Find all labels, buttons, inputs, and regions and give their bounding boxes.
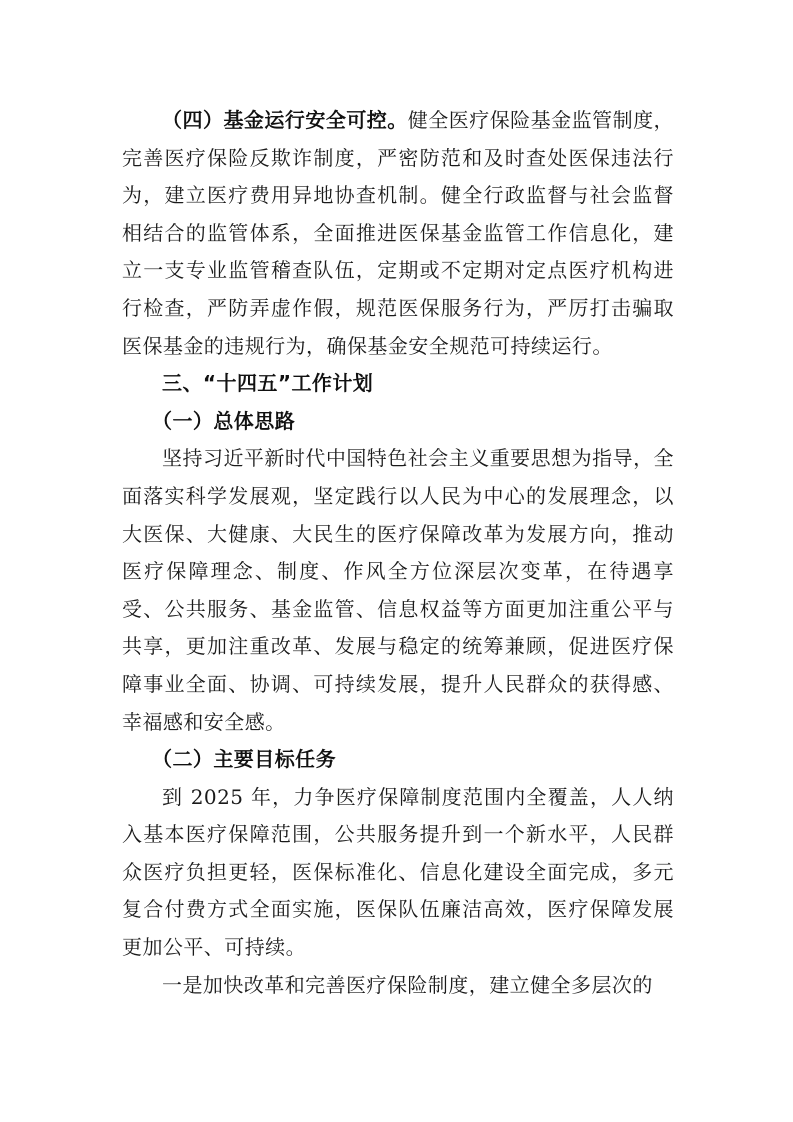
document-page <box>122 102 674 1004</box>
paragraph-first-task: 一是加快改革和完善医疗保险制度，建立健全多层次的 <box>162 972 653 997</box>
section-body-text: 健全医疗保险基金监管制度，完善医疗保险反欺诈制度，严密防范和及时查处医保违法行为，建立医疗费用异地协查机制。健全行政监督与社会监督相结合的监管体系，全面推进医保基金监管工作信息化，建立一支专业监管稽查队伍，定期或不定期对定点医疗机构进行检查，严防弄虚作假，规范医保服务行为，严厉打击骗取医保基金的违规行为，确保基金安全规范可持续运行。 <box>122 108 674 358</box>
section-lead-title: （四）基金运行安全可控。 <box>162 108 408 132</box>
heading-work-plan: 三、“十四五”工作计划 <box>162 371 374 396</box>
section-fund-security <box>122 102 674 365</box>
paragraph-overall-approach: 坚持习近平新时代中国特色社会主义重要思想为指导，全面落实科学发展观，坚定践行以人民为中心的发展理念，以大医保、大健康、大民生的医疗保障改革为发展方向，推动医疗保障理念、制度、作风全方位深层次变革，在待遇享受、公共服务、基金监管、信息权益等方面更加注重公平与共享，更加注重改革、发展与稳定的统筹兼顾，促进医疗保障事业全面、协调、可持续发展，提升人民群众的获得感、幸福感和安全感。 <box>122 446 674 734</box>
subheading-overall-approach: （一）总体思路 <box>152 408 296 433</box>
subheading-main-goals: （二）主要目标任务 <box>152 747 337 772</box>
paragraph-main-goals: 到 2025 年，力争医疗保障制度范围内全覆盖，人人纳入基本医疗保障范围，公共服务提升到一个新水平，人民群众医疗负担更轻，医保标准化、信息化建设全面完成，多元复合付费方式全面实施，医保队伍廉洁高效，医疗保障发展更加公平、可持续。 <box>122 784 674 960</box>
